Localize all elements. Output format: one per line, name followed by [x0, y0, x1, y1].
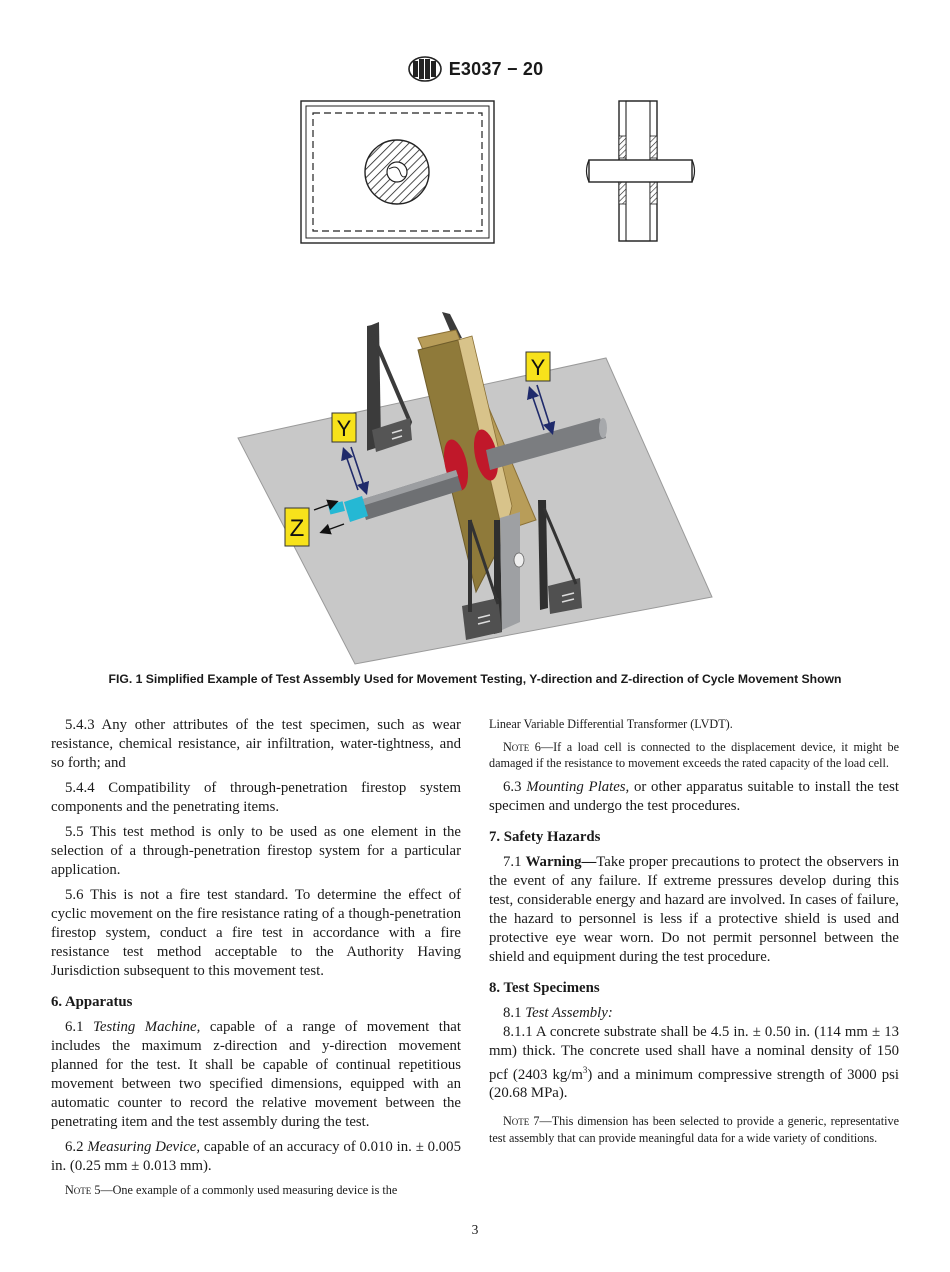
paragraph-5-4-3: 5.4.3 Any other attributes of the test specimen, such as wear resistance, chemical resistance, air infiltration, water-tightness, and so forth; and [51, 717, 461, 771]
note-5-continued: Linear Variable Differential Transformer (LVDT). [489, 717, 733, 731]
paragraph-8-1: 8.1 Test Assembly: [503, 1004, 613, 1021]
section-heading-apparatus: 6. Apparatus [51, 994, 133, 1010]
figure-caption: FIG. 1 Simplified Example of Test Assembly Used for Movement Testing, Y-direction and Z-direction of Cycle Movement Shown [108, 672, 842, 686]
paragraph-5-4-4: 5.4.4 Compatibility of through-penetration firestop system components and the penetrating items. [51, 780, 461, 815]
paragraph-7-1: 7.1 Warning—Take proper precautions to protect the observers in the event of any failure. If extreme pressures develop during this test, considerable energy and hazard are involved. In cases of failure, the hazard to personnel is less if a protective shield is used and protective eye wear worn. Do not permit personnel between the shield and equipment during the test procedure. [489, 853, 899, 965]
y-direction-label-right: Y [530, 355, 546, 380]
z-direction-label: Z [289, 515, 305, 542]
section-heading-test-specimens: 8. Test Specimens [489, 979, 600, 996]
side-view-drawing [587, 101, 695, 241]
right-column [489, 716, 899, 1152]
section-heading-safety-hazards: 7. Safety Hazards [489, 828, 601, 845]
test-assembly-illustration [238, 312, 712, 664]
front-view-drawing [301, 101, 494, 243]
standard-designation: E3037 − 20 [448, 58, 544, 79]
paragraph-6-3: 6.3 Mounting Plates, or other apparatus suitable to install the test specimen and undergo the test procedures. [489, 778, 899, 814]
note-5: Note 5—One example of a commonly used measuring device is the [65, 1183, 398, 1197]
paragraph-8-1-1: 8.1.1 A concrete substrate shall be 4.5 in. ± 0.50 in. (114 mm ± 13 mm) thick. The concrete used shall have a nominal density of 150 pcf (2403 $kg/m^3$) and a minimum compressive strength of 3000 psi (20.68 MPa). [489, 1023, 899, 1102]
note-7: Note 7—This dimension has been selected to provide a generic, representative test assembly that can provide meaningful data for a wide variety of conditions. [489, 1114, 899, 1145]
left-column [51, 716, 461, 1205]
note-6: Note 6—If a load cell is connected to the displacement device, it might be damaged if the resistance to movement exceeds the rated capacity of the load cell. [489, 739, 899, 770]
paragraph-6-1: 6.1 Testing Machine, capable of a range of movement that includes the maximum z-direction and y-direction movement planned for the test. It shall be capable of continual repetitious movement between two specified dimensions, equipped with an automatic counter to record the relative movement between the penetrating item and the test assembly during the test. [51, 1019, 461, 1130]
paragraph-5-5: 5.5 This test method is only to be used as one element in the selection of a through-penetration firestop system for a particular application. [51, 824, 461, 878]
paragraph-5-6: 5.6 This is not a fire test standard. To determine the effect of cyclic movement on the fire resistance rating of a though-penetration firestop system, conduct a fire test in accordance with a fire resistance test method acceptable to the Authority Having Jurisdiction subsequent to this movement test. [51, 887, 461, 979]
paragraph-6-2: 6.2 Measuring Device, capable of an accuracy of 0.010 in. ± 0.005 in. (0.25 mm ± 0.013 mm). [51, 1139, 461, 1174]
y-direction-label-left: Y [336, 416, 352, 441]
page-number: 3 [471, 1222, 479, 1237]
